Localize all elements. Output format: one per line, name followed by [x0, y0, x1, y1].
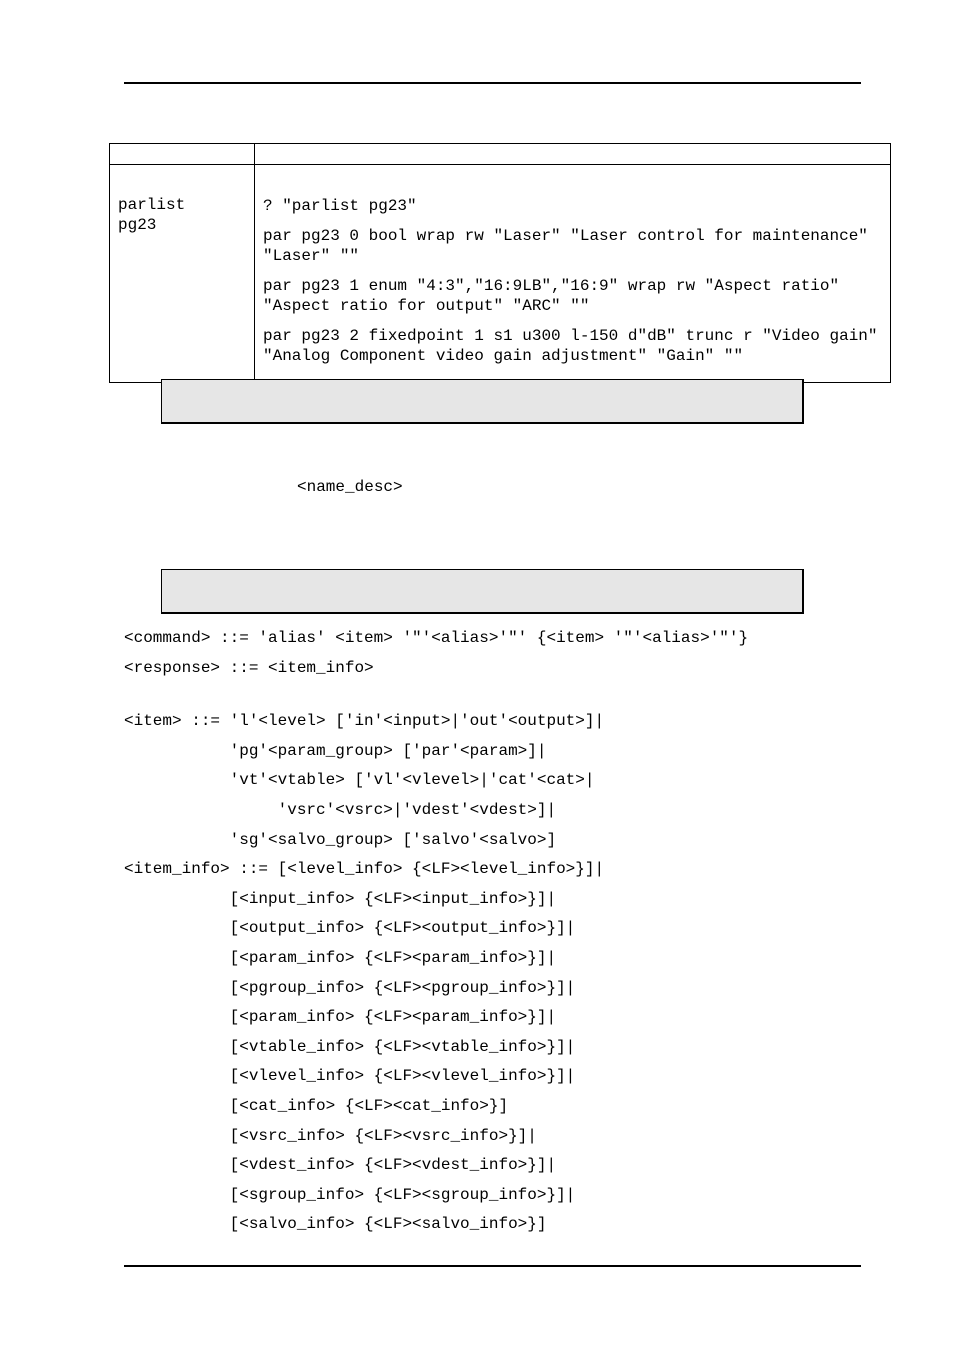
grammar-spacer [124, 687, 748, 711]
response-line: ? "parlist pg23" [263, 197, 417, 215]
grammar-line: <item> ::= 'l'<level> ['in'<input>|'out'<output>]| [124, 712, 605, 731]
grammar-line: [<sgroup_info> {<LF><sgroup_info>}]| [124, 1185, 576, 1204]
response-line: par pg23 1 enum "4:3","16:9LB","16:9" wrap rw "Aspect ratio" "Aspect ratio for output" "ARC" "" [263, 277, 849, 315]
grammar-line: [<pgroup_info> {<LF><pgroup_info>}]| [124, 978, 576, 997]
command-line: pg23 [118, 216, 157, 234]
grammar-line: [<vdest_info> {<LF><vdest_info>}]| [124, 1156, 557, 1175]
grammar-line: [<param_info> {<LF><param_info>}]| [124, 1008, 557, 1027]
table-header-row [110, 144, 891, 165]
grammar-block [124, 628, 748, 1244]
grammar-line: <command> ::= 'alias' <item> '"'<alias>'"' {<item> '"'<alias>'"'} [124, 629, 749, 647]
command-line: parlist [118, 196, 186, 214]
response-line: par pg23 2 fixedpoint 1 s1 u300 l-150 d"dB" trunc r "Video gain" "Analog Component video gain adjustment" "Gain" "" [263, 327, 888, 365]
grammar-line: [<vlevel_info> {<LF><vlevel_info>}]| [124, 1067, 576, 1086]
command-cell [110, 165, 255, 383]
section-heading-box [161, 569, 804, 614]
grammar-line: [<vtable_info> {<LF><vtable_info>}]| [124, 1037, 576, 1056]
grammar-line: 'sg'<salvo_group> ['salvo'<salvo>] [124, 830, 557, 849]
grammar-line: [<param_info> {<LF><param_info>}]| [124, 948, 557, 967]
grammar-line: 'vt'<vtable> ['vl'<vlevel>|'cat'<cat>| [124, 771, 595, 790]
grammar-line: <item_info> ::= [<level_info> {<LF><level_info>}]| [124, 860, 605, 879]
grammar-line: [<vsrc_info> {<LF><vsrc_info>}]| [124, 1126, 537, 1145]
header-rule [124, 82, 861, 84]
footer-rule [124, 1265, 861, 1267]
grammar-line: [<output_info> {<LF><output_info>}]| [124, 919, 576, 938]
grammar-line: [<salvo_info> {<LF><salvo_info>}] [124, 1215, 547, 1234]
response-line: par pg23 0 bool wrap rw "Laser" "Laser control for maintenance" "Laser" "" [263, 227, 878, 265]
grammar-line: [<input_info> {<LF><input_info>}]| [124, 889, 557, 908]
grammar-line: [<cat_info> {<LF><cat_info>}] [124, 1096, 509, 1115]
section-heading-box [161, 379, 804, 424]
example-table [109, 143, 891, 383]
response-cell [255, 165, 891, 383]
grammar-line: 'pg'<param_group> ['par'<param>]| [124, 741, 547, 760]
table-row [110, 165, 891, 383]
header-cell-response [255, 144, 891, 165]
name-desc-token: <name_desc> [297, 478, 403, 496]
header-cell-command [110, 144, 255, 165]
grammar-line: 'vsrc'<vsrc>|'vdest'<vdest>]| [124, 800, 557, 819]
grammar-line: <response> ::= <item_info> [124, 658, 374, 677]
